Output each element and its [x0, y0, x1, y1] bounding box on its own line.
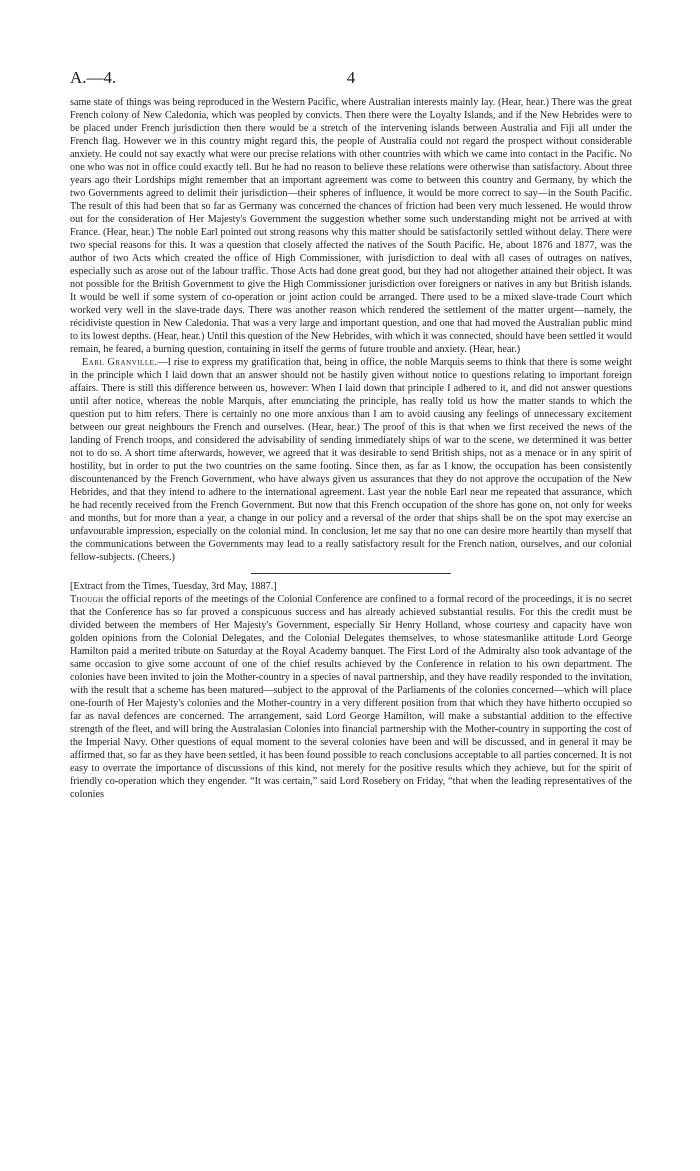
- body-text: [70, 96, 632, 801]
- granville-speech: —I rise to express my gratification that, being in office, the noble Marquis seems to think that there is some weight in the principle which I laid down that an answer should not be hastily given without notice to questions relating to important foreign affairs. There is still this difference between us, however: When I laid down that principle I adhered to it, and did not answer questions until after notice, whereas the noble Marquis, after enunciating the principle, has really told us how the matter stands to which the question put to him refers. There is certainly no one more anxious than I am to avoid causing any feelings of unnecessary excitement between our great neighbours the French and ourselves. (Hear, hear.) The proof of this is that when we first received the news of the landing of French troops, and considered the advisability of sending immediately ships of war to the scene, we determined it was better not to do so. A short time afterwards, however, we agreed that it was desirable to send British ships, not as a menace or in any spirit of hostility, but in order to put the two countries on the same footing. Since then, as far as I know, the occupation has been consistently discountenanced by the French Government, who have always given us assurances that they do not approve the occupation of the New Hebrides, and that they intend to adhere to the international agreement. Last year the noble Earl near me repeated that assurance, which he had recently received from the French Government. But now that this French occupation of the shore has gone on, not only for weeks and months, but for more than a year, a change in our policy and a reversal of the order that ships shall be on the spot may exercise an unfavourable impression, especially on the colonial mind. In conclusion, let me say that no one can desire more heartily than myself that the communications between the Governments may lead to a really satisfactory result for the French nation, ourselves, and our colonial fellow-subjects. (Cheers.): [70, 357, 633, 563]
- document-reference: A.—4.: [70, 68, 117, 87]
- page-header: [70, 68, 632, 96]
- times-extract-text: the official reports of the meetings of the Colonial Conference are confined to a formal record of the proceedings, it is no secret that the Conference has so far proved a conspicuous success and has already achieved substantial results. For this the credit must be divided between the members of Her Majesty's Government, especially Sir Henry Holland, whose courtesy and capacity have won golden opinions from the Colonial Delegates, and the Colonial Delegates themselves, to whose statesmanlike attitude Lord George Hamilton paid a merited tribute on Saturday at the Royal Academy banquet. The First Lord of the Admiralty also took advantage of the same occasion to give some account of one of the chief results achieved by the Conference in relation to his own department. The colonies have been invited to join the Mother-country in a species of naval partnership, and they have readily responded to the invitation, with the result that a scheme has been matured—subject to the approval of the Parliaments of the colonies concerned—which will place one-fourth of Her Majesty's colonies and the Mother-country in a very different position from that which they have hitherto occupied so far as naval defences are concerned. The arrangement, said Lord George Hamilton, will make a substantial addition to the effective strength of the fleet, and will bring the Australasian Colonies into financial partnership with the Mother-country in supporting the cost of the Imperial Navy. Other questions of equal moment to the several colonies have been and will be discussed, and in general it may be affirmed that, so far as they have been settled, it has been found possible to reach conclusions acceptable to all parties concerned. It is not easy to overrate the importance of discussions of this kind, not merely for the positive results which they achieve, but for the spirit of friendly co-operation which they engender. “It was certain,” said Lord Rosebery on Friday, “that when the leading representatives of the colonies: [70, 594, 632, 800]
- document-page: [70, 68, 632, 801]
- paragraph-continuation: same state of things was being reproduced in the Western Pacific, where Australian interests mainly lay. (Hear, hear.) There was the great French colony of New Caledonia, which was peopled by convicts. Then there were the Loyalty Islands, and if the New Hebrides were to be placed under French jurisdiction then there would be a stretch of the intervening islands between Australia and Fiji all under the French flag. However we in this country might regard this, the people of Australia could not regard the prospect without considerable anxiety. He could not say exactly what were our precise relations with other countries with which we came into contact in the Pacific. No one who was not in office could exactly tell. But he had no reason to believe these relations were otherwise than satisfactory. About three years ago their Lordships might remember that an important agreement was come to between this country and Germany, by which the two Governments agreed to delimit their jurisdiction—their spheres of influence, it would be more correct to say—in the South Pacific. The result of this had been that so far as Germany was concerned the chances of friction had been very much lessened. He would throw out for the consideration of Her Majesty's Government the suggestion whether some such understanding might not be arrived at with France. (Hear, hear.) The noble Earl pointed out strong reasons why this matter should be satisfactorily settled without delay. There were two special reasons for this. It was a question that closely affected the natives of the South Pacific. He, about 1876 and 1877, was the author of two Acts which created the office of High Commissioner, with jurisdiction to deal with all cases of outrages on natives, especially such as arose out of the labour traffic. Those Acts had done great good, but they had not altogether attained their object. It was not possible for the British Government to give the High Commissioner jurisdiction over foreigners or natives in any but British islands. It would be well if some system of co-operation or joint action could be arranged. There used to be a mixed slave-trade Court which worked very well in the slave-trade days. There was another reason which rendered the settlement of the matter urgent—namely, the récidiviste question in New Caledonia. That was a very large and important question, and one that had moved the Australian public mind to its lowest depths. (Hear, hear.) Until this question of the New Hebrides, with which it was connected, should have been settled it would remain, he feared, a burning question, containing in itself the germs of future trouble and anxiety. (Hear, hear.): [70, 97, 632, 355]
- paragraph-granville: [70, 356, 632, 564]
- lead-word: Though: [70, 594, 104, 605]
- section-divider: [251, 573, 451, 574]
- speaker-name: Earl Granville.: [82, 357, 158, 368]
- paragraph-times-extract: [70, 593, 632, 801]
- extract-heading: [Extract from the Times, Tuesday, 3rd May, 1887.]: [70, 581, 277, 592]
- page-number: 4: [346, 68, 356, 87]
